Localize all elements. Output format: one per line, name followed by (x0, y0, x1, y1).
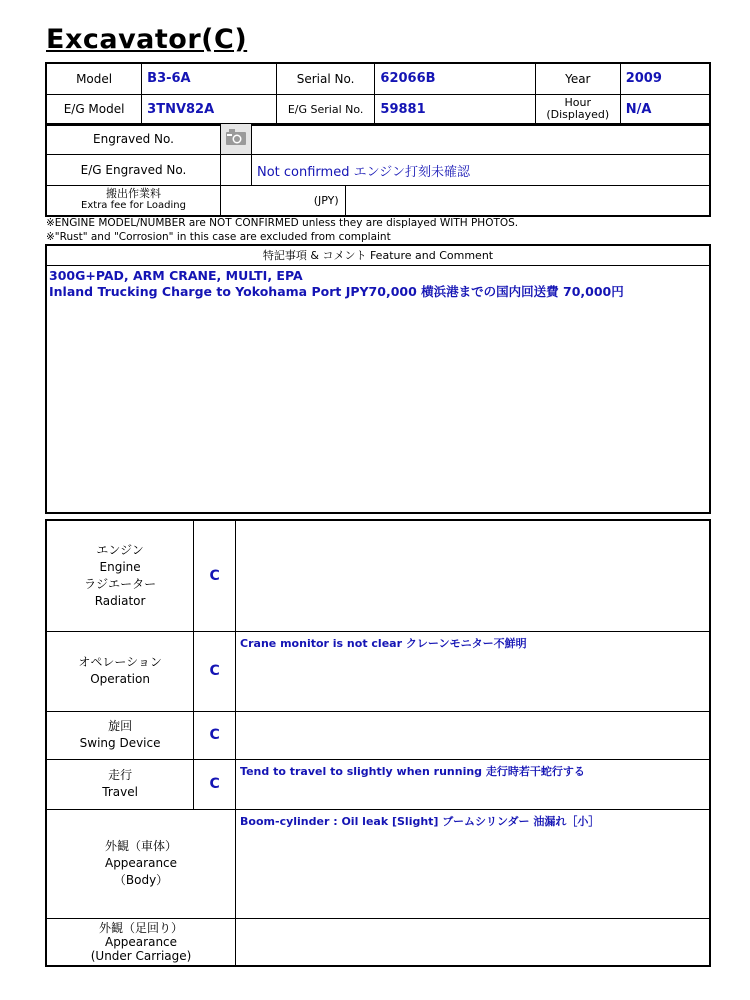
feature-header: 特記事項 & コメント Feature and Comment (47, 246, 709, 266)
year-value: 2009 (620, 63, 710, 94)
table-row (46, 918, 710, 966)
grade-swing: C (194, 711, 236, 759)
eg-serial-label: E/G Serial No. (276, 94, 375, 125)
hour-label-line2: (Displayed) (546, 108, 610, 122)
note-rust: ※"Rust" and "Corrosion" in this case are excluded from complaint (46, 231, 391, 243)
category-appearance-undercarriage: 外観（足回り） Appearance (Under Carriage) (46, 918, 236, 966)
currency-label: (JPY) (221, 186, 346, 216)
table-row (46, 631, 710, 711)
hour-label-line1: Hour (564, 96, 592, 110)
comment-appearance-undercarriage (236, 918, 710, 966)
table-row (46, 711, 710, 759)
category-swing: 旋回 Swing Device (46, 711, 194, 759)
engraved-table (45, 123, 711, 217)
engraved-label: Engraved No. (46, 124, 221, 155)
comment-travel: Tend to travel to slightly when running 走行時若干蛇行する (236, 759, 710, 809)
engraved-photo-cell (221, 124, 252, 155)
hour-label (535, 94, 620, 125)
loading-label (46, 186, 221, 216)
eg-serial-value: 59881 (375, 94, 535, 125)
eg-engraved-value: Not confirmed エンジン打刻未確認 (252, 155, 711, 186)
grade-travel: C (194, 759, 236, 809)
comment-operation: Crane monitor is not clear クレーンモニター不鮮明 (236, 631, 710, 711)
serial-value: 62066B (375, 63, 535, 94)
feature-body (47, 266, 709, 302)
table-row (46, 520, 710, 631)
feature-box (45, 244, 711, 514)
category-engine: エンジン Engine ラジエーター Radiator (46, 520, 194, 631)
table-row (46, 809, 710, 918)
feature-line: 300G+PAD, ARM CRANE, MULTI, EPA (49, 268, 303, 283)
eg-model-label: E/G Model (46, 94, 142, 125)
category-travel: 走行 Travel (46, 759, 194, 809)
year-label: Year (535, 63, 620, 94)
table-row (46, 759, 710, 809)
grade-operation: C (194, 631, 236, 711)
feature-line: Inland Trucking Charge to Yokohama Port JPY70,000 横浜港までの国内回送費 70,000円 (49, 284, 624, 299)
category-appearance-body: 外観（車体） Appearance （Body） (46, 809, 236, 918)
page-title: Excavator(C) (46, 24, 248, 55)
inspection-table (45, 519, 711, 967)
engraved-value (252, 124, 711, 155)
model-label: Model (46, 63, 142, 94)
loading-label-jp: 搬出作業料 (106, 187, 162, 201)
camera-icon (225, 131, 247, 150)
comment-appearance-body: Boom-cylinder : Oil leak [Slight] ブームシリンダー 油漏れ［小］ (236, 809, 710, 918)
eg-engraved-photo-cell (221, 155, 252, 186)
model-value: B3-6A (142, 63, 277, 94)
note-engine: ※ENGINE MODEL/NUMBER are NOT CONFIRMED unless they are displayed WITH PHOTOS. (46, 217, 519, 229)
loading-label-en: Extra fee for Loading (81, 200, 186, 212)
loading-fee-value (345, 186, 710, 216)
category-operation: オペレーション Operation (46, 631, 194, 711)
serial-label: Serial No. (276, 63, 375, 94)
eg-model-value: 3TNV82A (142, 94, 277, 125)
grade-engine: C (194, 520, 236, 631)
hour-value: N/A (620, 94, 710, 125)
comment-engine (236, 520, 710, 631)
info-table (45, 62, 711, 126)
eg-engraved-label: E/G Engraved No. (46, 155, 221, 186)
comment-swing (236, 711, 710, 759)
